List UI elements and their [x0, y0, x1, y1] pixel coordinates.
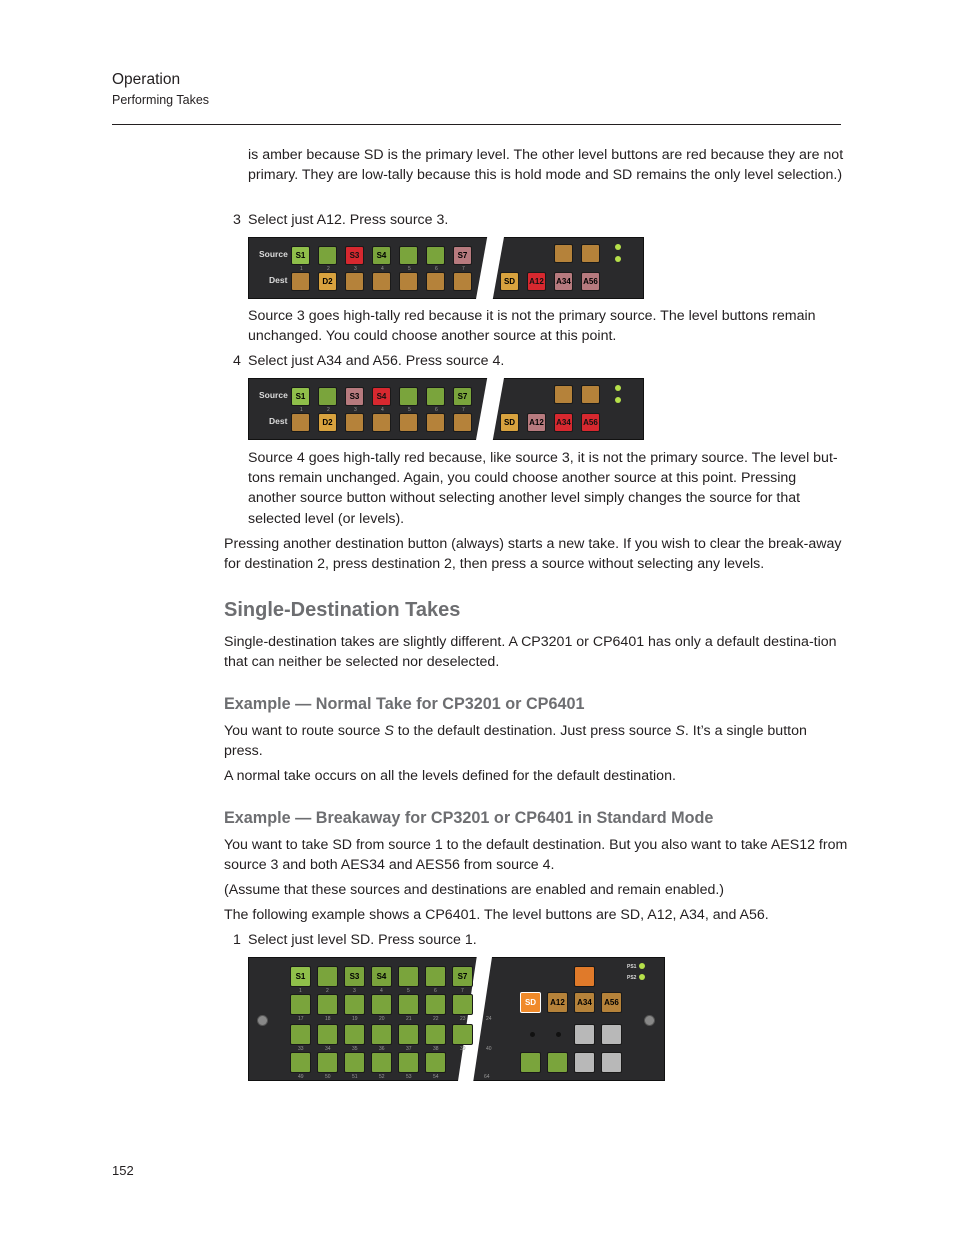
paragraph: is amber because SD is the primary level. The other level buttons are red because they are not primary. They are low-tally because this is hold mode and SD remains the only level selection.): [248, 147, 844, 184]
dest-button-2[interactable]: D2: [318, 272, 337, 291]
button-number: 53: [406, 1074, 412, 1080]
source-button-22[interactable]: [425, 994, 446, 1015]
button-number: 22: [433, 1016, 439, 1022]
panel-button[interactable]: [581, 385, 600, 404]
paragraph: Single-destination takes are slightly different. A CP3201 or CP6401 has only a default destina-tion that can neither be selected nor deselected.: [224, 634, 837, 671]
dest-label: Dest: [269, 275, 288, 285]
step-number: 1: [233, 932, 241, 948]
panel-button[interactable]: [520, 1052, 541, 1073]
button-number: 40: [486, 1046, 492, 1052]
button-number: 33: [298, 1046, 304, 1052]
level-button-sd[interactable]: SD: [500, 272, 519, 291]
dest-button-1[interactable]: [291, 413, 310, 432]
paragraph: (Assume that these sources and destinations are enabled and remain enabled.): [224, 882, 725, 898]
source-button-18[interactable]: [317, 994, 338, 1015]
source-number: 6: [435, 266, 438, 272]
step-number: 4: [233, 353, 241, 369]
button-number: 3: [353, 988, 356, 994]
step-text: Select just A34 and A56. Press source 4.: [248, 353, 505, 369]
button-number: 50: [325, 1074, 331, 1080]
panel-button[interactable]: [574, 966, 595, 987]
paragraph: [224, 721, 848, 761]
source-button-21[interactable]: [398, 994, 419, 1015]
dest-button-4[interactable]: [372, 413, 391, 432]
source-button-5[interactable]: [398, 966, 419, 987]
panel-button[interactable]: [601, 1052, 622, 1073]
button-number: 23: [460, 1016, 466, 1022]
button-number: 39: [460, 1046, 466, 1052]
button-number: 52: [379, 1074, 385, 1080]
source-button-33[interactable]: [290, 1024, 311, 1045]
level-button-a56[interactable]: A56: [581, 413, 600, 432]
dest-button-1[interactable]: [291, 272, 310, 291]
paragraph: The following example shows a CP6401. The level buttons are SD, A12, A34, and A56.: [224, 907, 769, 923]
source-button-1[interactable]: S1: [290, 966, 311, 987]
text-run: to the default destination. Just press source: [393, 723, 676, 739]
source-button-2[interactable]: [318, 387, 337, 406]
dest-button-6[interactable]: [426, 413, 445, 432]
source-button-37[interactable]: [398, 1024, 419, 1045]
step-text: Select just level SD. Press source 1.: [248, 932, 477, 948]
paragraph: You want to take SD from source 1 to the default destination. But you also want to take AES12 from source 3 and both AES34 and AES56 from source 4.: [224, 837, 848, 874]
source-button-17[interactable]: [290, 994, 311, 1015]
source-number: 7: [462, 407, 465, 413]
level-button-sd[interactable]: SD: [520, 992, 541, 1013]
button-number: 2: [326, 988, 329, 994]
level-button-a56[interactable]: A56: [601, 992, 622, 1013]
source-button-20[interactable]: [371, 994, 392, 1015]
source-button-50[interactable]: [317, 1052, 338, 1073]
cp6401-panel-figure: [248, 957, 665, 1081]
source-button-52[interactable]: [371, 1052, 392, 1073]
source-button-6[interactable]: [426, 246, 445, 265]
paragraph: Pressing another destination button (always) starts a new take. If you wish to clear the break-away for destination 2, press destination 2, then press a source without selecting any levels.: [224, 536, 842, 573]
source-button-23[interactable]: [452, 994, 473, 1015]
panel-figure-step3: [248, 237, 644, 299]
source-number: 1: [300, 266, 303, 272]
example-heading: Example — Normal Take for CP3201 or CP6401: [224, 695, 585, 713]
source-button-1[interactable]: S1: [291, 246, 310, 265]
button-number: 21: [406, 1016, 412, 1022]
dest-label: Dest: [269, 416, 288, 426]
source-label: Source: [259, 390, 288, 400]
button-number: 20: [379, 1016, 385, 1022]
button-number: 35: [352, 1046, 358, 1052]
dest-button-3[interactable]: [345, 413, 364, 432]
status-led: [615, 385, 621, 391]
source-button-4[interactable]: S4: [371, 966, 392, 987]
button-number: 24: [486, 1016, 492, 1022]
panel-button[interactable]: [574, 1052, 595, 1073]
header-subtitle: Performing Takes: [112, 93, 210, 107]
source-button-1[interactable]: S1: [291, 387, 310, 406]
dest-button-7[interactable]: [453, 272, 472, 291]
button-number: 37: [406, 1046, 412, 1052]
button-number: 49: [298, 1074, 304, 1080]
indicator-dot: [556, 1032, 561, 1037]
source-button-54[interactable]: [425, 1052, 446, 1073]
panel-button[interactable]: [554, 244, 573, 263]
source-number: 4: [381, 407, 384, 413]
panel-button[interactable]: [554, 385, 573, 404]
text-run: You want to route source: [224, 723, 385, 739]
button-number: 18: [325, 1016, 331, 1022]
source-button-5[interactable]: [399, 246, 418, 265]
section-heading: Single-Destination Takes: [224, 599, 461, 621]
source-number: 2: [327, 407, 330, 413]
source-number: 4: [381, 266, 384, 272]
source-button-4[interactable]: S4: [372, 246, 391, 265]
source-number: 2: [327, 266, 330, 272]
panel-button[interactable]: [547, 1052, 568, 1073]
source-button-34[interactable]: [317, 1024, 338, 1045]
header-title: Operation: [112, 71, 181, 88]
level-button-a34[interactable]: A34: [554, 272, 573, 291]
dest-button-7[interactable]: [453, 413, 472, 432]
status-led: [615, 244, 621, 250]
status-led: [615, 256, 621, 262]
level-button-a34[interactable]: A34: [574, 992, 595, 1013]
dest-button-2[interactable]: D2: [318, 413, 337, 432]
dest-button-4[interactable]: [372, 272, 391, 291]
source-button-3[interactable]: S3: [344, 966, 365, 987]
dest-button-3[interactable]: [345, 272, 364, 291]
button-number: 1: [299, 988, 302, 994]
panel-button[interactable]: [574, 1024, 595, 1045]
source-button-3[interactable]: S3: [345, 246, 364, 265]
paragraph: Source 3 goes high-tally red because it is not the primary source. The level buttons remain unchanged. You could choose another source at this point.: [248, 308, 816, 345]
panel-figure-step4: [248, 378, 644, 440]
button-number: 5: [407, 988, 410, 994]
button-number: 38: [433, 1046, 439, 1052]
source-number: 3: [354, 407, 357, 413]
dest-button-5[interactable]: [399, 272, 418, 291]
source-button-39[interactable]: [452, 1024, 473, 1045]
button-number: 51: [352, 1074, 358, 1080]
dest-button-6[interactable]: [426, 272, 445, 291]
button-number: 34: [325, 1046, 331, 1052]
button-number: 4: [380, 988, 383, 994]
source-number: 3: [354, 266, 357, 272]
source-button-2[interactable]: [318, 246, 337, 265]
paragraph: Source 4 goes high-tally red because, like source 3, it is not the primary source. The level but-tons remain unchanged. Again, you could choose another source at this point. Pressing another source button without selecting another level simply changes the source for that selected level (or levels).: [248, 450, 838, 527]
level-button-a34[interactable]: A34: [554, 413, 573, 432]
status-led: [615, 397, 621, 403]
source-number: 5: [408, 266, 411, 272]
level-button-a12[interactable]: A12: [527, 272, 546, 291]
ps1-label: PS1: [627, 964, 637, 970]
button-number: 64: [484, 1074, 490, 1080]
screw-icon: [257, 1015, 268, 1026]
source-button-5[interactable]: [399, 387, 418, 406]
source-button-4[interactable]: S4: [372, 387, 391, 406]
button-number: 19: [352, 1016, 358, 1022]
level-button-sd[interactable]: SD: [500, 413, 519, 432]
level-button-a56[interactable]: A56: [581, 272, 600, 291]
ps2-led: [639, 974, 645, 980]
source-button-49[interactable]: [290, 1052, 311, 1073]
source-number: 5: [408, 407, 411, 413]
source-button-3[interactable]: S3: [345, 387, 364, 406]
source-button-2[interactable]: [317, 966, 338, 987]
level-button-a12[interactable]: A12: [547, 992, 568, 1013]
source-button-51[interactable]: [344, 1052, 365, 1073]
example-heading: Example — Breakaway for CP3201 or CP6401 in Standard Mode: [224, 809, 714, 827]
source-button-53[interactable]: [398, 1052, 419, 1073]
paragraph: A normal take occurs on all the levels defined for the default destination.: [224, 768, 676, 784]
source-button-35[interactable]: [344, 1024, 365, 1045]
dest-button-5[interactable]: [399, 413, 418, 432]
source-number: 7: [462, 266, 465, 272]
italic-s: S: [384, 723, 394, 739]
indicator-dot: [530, 1032, 535, 1037]
source-button-36[interactable]: [371, 1024, 392, 1045]
source-button-38[interactable]: [425, 1024, 446, 1045]
screw-icon: [644, 1015, 655, 1026]
ps1-led: [639, 963, 645, 969]
level-button-a12[interactable]: A12: [527, 413, 546, 432]
button-number: 6: [434, 988, 437, 994]
source-button-7[interactable]: S7: [453, 387, 472, 406]
source-button-7[interactable]: S7: [452, 966, 473, 987]
text-run: . It’s a single button press.: [224, 723, 807, 760]
page-number: 152: [112, 1163, 134, 1178]
source-number: 6: [435, 407, 438, 413]
source-button-6[interactable]: [426, 387, 445, 406]
ps2-label: PS2: [627, 975, 637, 981]
source-label: Source: [259, 249, 288, 259]
step-text: Select just A12. Press source 3.: [248, 212, 449, 228]
source-number: 1: [300, 407, 303, 413]
button-number: 17: [298, 1016, 304, 1022]
button-number: 36: [379, 1046, 385, 1052]
button-number: 54: [433, 1074, 439, 1080]
step-number: 3: [233, 212, 241, 228]
header-rule: [112, 124, 841, 125]
italic-s: S: [675, 723, 685, 739]
source-button-7[interactable]: S7: [453, 246, 472, 265]
source-button-19[interactable]: [344, 994, 365, 1015]
source-button-6[interactable]: [425, 966, 446, 987]
button-number: 7: [461, 988, 464, 994]
panel-button[interactable]: [581, 244, 600, 263]
panel-button[interactable]: [601, 1024, 622, 1045]
